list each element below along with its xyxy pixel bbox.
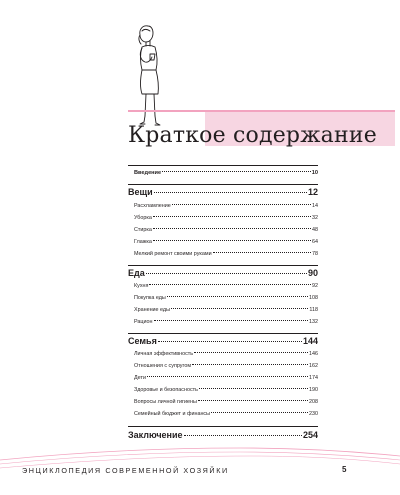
leader-dots [146,273,307,274]
leader-dots [198,400,308,401]
toc-entry-page: 146 [309,351,318,357]
leader-dots [213,252,311,253]
toc-section-page: 144 [302,336,318,346]
toc-entry [128,307,318,313]
leader-dots [154,192,307,193]
toc-section-page: 12 [307,187,318,197]
toc-entry-intro [128,170,318,176]
toc-entry-label: Глажка [134,239,152,245]
toc-entry-label: Отношения с супругом [134,363,192,369]
toc-entry-page: 162 [309,363,318,369]
toc-entry [128,319,318,325]
toc-entry-page: 10 [311,170,318,176]
leader-dots [192,364,308,365]
toc-entry [128,363,318,369]
toc-section-page: 90 [307,268,318,278]
toc-entry [128,295,318,301]
toc-section-things [128,187,318,197]
toc-entry-label: Стирка [134,227,152,233]
section-rule [128,426,318,427]
toc-section-food [128,268,318,278]
toc-entry-label: Расхламление [134,203,171,209]
book-title-footer: ЭНЦИКЛОПЕДИЯ СОВРЕМЕННОЙ ХОЗЯЙКИ [22,466,229,475]
toc-section-label: Заключение [128,430,183,440]
toc-entry-label: Вопросы личной гигиены [134,399,197,405]
leader-dots [158,341,302,342]
toc-entry-label: Личная эффективность [134,351,194,357]
toc-section-label: Вещи [128,187,153,197]
page-title: Краткое содержание [128,123,377,148]
leader-dots [172,204,311,205]
leader-dots [153,240,311,241]
section-rule [128,265,318,266]
leader-dots [162,171,311,172]
toc-section-family [128,336,318,346]
toc-entry-label: Покупка еды [134,295,166,301]
page-number: 5 [342,465,347,474]
toc-section-label: Еда [128,268,145,278]
leader-dots [171,308,308,309]
toc-entry-page: 118 [309,307,318,313]
section-rule [128,333,318,334]
toc-entry-page: 92 [312,283,318,289]
toc-entry-page: 78 [312,251,318,257]
toc-entry-page: 32 [312,215,318,221]
leader-dots [154,320,309,321]
toc-entry [128,239,318,245]
toc-entry-page: 64 [312,239,318,245]
section-rule [128,184,318,185]
woman-illustration [128,22,176,130]
toc-entry [128,203,318,209]
toc-entry [128,375,318,381]
leader-dots [167,296,308,297]
toc-entry-page: 132 [309,319,318,325]
toc-entry-label: Рацион [134,319,153,325]
toc-entry-label: Здоровье и безопасность [134,387,198,393]
toc-entry [128,387,318,393]
toc-entry [128,215,318,221]
toc-entry-label: Семейный бюджет и финансы [134,411,210,417]
toc-entry [128,251,318,257]
toc-entry-label: Уборка [134,215,152,221]
toc-entry [128,411,318,417]
leader-dots [194,352,308,353]
toc-entry [128,351,318,357]
leader-dots [153,216,311,217]
toc-entry-page: 108 [309,295,318,301]
toc-entry-page: 208 [309,399,318,405]
leader-dots [184,435,302,436]
leader-dots [153,228,311,229]
toc-entry-label: Дети [134,375,146,381]
toc-entry [128,227,318,233]
toc-entry-label: Кухня [134,283,149,289]
leader-dots [211,412,308,413]
toc-entry-page: 48 [312,227,318,233]
title-rule [128,110,395,112]
toc-entry-page: 14 [312,203,318,209]
toc-entry [128,283,318,289]
toc-entry-page: 190 [309,387,318,393]
toc-entry-page: 174 [309,375,318,381]
toc-section-page: 254 [302,430,318,440]
toc-entry-label: Хранение еды [134,307,170,313]
section-rule [128,165,318,166]
toc-section-label: Семья [128,336,157,346]
leader-dots [199,388,308,389]
leader-dots [147,376,308,377]
toc-entry-page: 230 [309,411,318,417]
toc-entry-label: Мелкий ремонт своими руками [134,251,212,257]
toc-entry-label: Введение [134,170,162,176]
leader-dots [149,284,311,285]
toc-entry [128,399,318,405]
